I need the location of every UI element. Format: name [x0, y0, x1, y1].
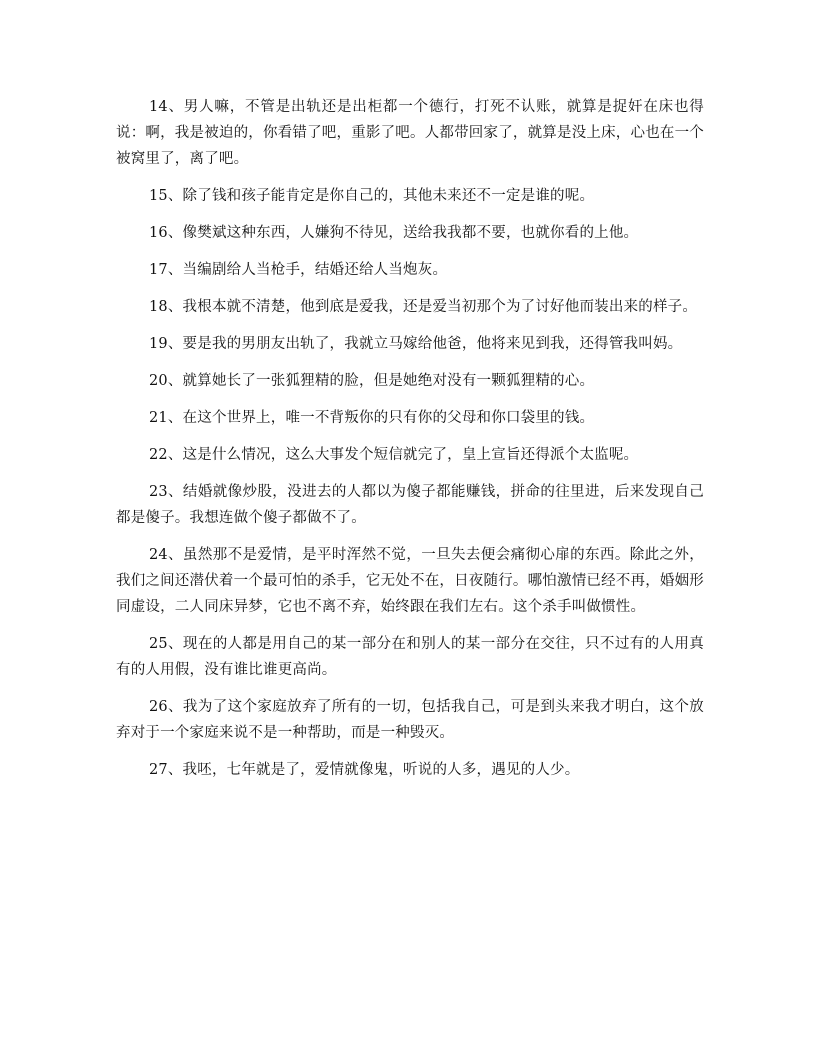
quote-paragraph-17: 17、当编剧给人当枪手，结婚还给人当炮灰。	[149, 262, 448, 278]
quote-paragraph-14: 14、男人嘛，不管是出轨还是出柜都一个德行，打死不认账，就算是捉奸在床也得说：啊，我是被迫的，你看错了吧，重影了吧。人都带回家了，就算是没上床，心也在一个被窝里了，离了吧。	[116, 99, 704, 167]
quote-paragraph-16: 16、像樊斌这种东西，人嫌狗不待见，送给我我都不要，也就你看的上他。	[149, 225, 639, 241]
quote-paragraph-15: 15、除了钱和孩子能肯定是你自己的，其他未来还不一定是谁的呢。	[149, 188, 595, 204]
quote-paragraph-18: 18、我根本就不清楚，他到底是爱我，还是爱当初那个为了讨好他而装出来的样子。	[149, 299, 698, 315]
quote-paragraph-20: 20、就算她长了一张狐狸精的脸，但是她绝对没有一颗狐狸精的心。	[149, 373, 595, 389]
quote-paragraph-25: 25、现在的人都是用自己的某一部分在和别人的某一部分在交往，只不过有的人用真有的人用假，没有谁比谁更高尚。	[116, 636, 704, 678]
quote-paragraph-26: 26、我为了这个家庭放弃了所有的一切，包括我自己，可是到头来我才明白，这个放弃对于一个家庭来说不是一种帮助，而是一种毁灭。	[116, 699, 704, 741]
quote-paragraph-24: 24、虽然那不是爱情，是平时浑然不觉，一旦失去便会痛彻心扉的东西。除此之外，我们之间还潜伏着一个最可怕的杀手，它无处不在，日夜随行。哪怕激情已经不再，婚姻形同虚设，二人同床异梦，它也不离不弃，始终跟在我们左右。这个杀手叫做惯性。	[116, 547, 704, 615]
document-body	[116, 94, 704, 794]
quote-paragraph-23: 23、结婚就像炒股，没进去的人都以为傻子都能赚钱，拼命的往里进，后来发现自己都是傻子。我想连做个傻子都做不了。	[116, 484, 704, 526]
quote-paragraph-22: 22、这是什么情况，这么大事发个短信就完了，皇上宣旨还得派个太监呢。	[149, 447, 639, 463]
quote-paragraph-19: 19、要是我的男朋友出轨了，我就立马嫁给他爸，他将来见到我，还得管我叫妈。	[149, 336, 683, 352]
quote-paragraph-27: 27、我呸，七年就是了，爱情就像鬼，听说的人多，遇见的人少。	[149, 762, 580, 778]
quote-paragraph-21: 21、在这个世界上，唯一不背叛你的只有你的父母和你口袋里的钱。	[149, 410, 595, 426]
